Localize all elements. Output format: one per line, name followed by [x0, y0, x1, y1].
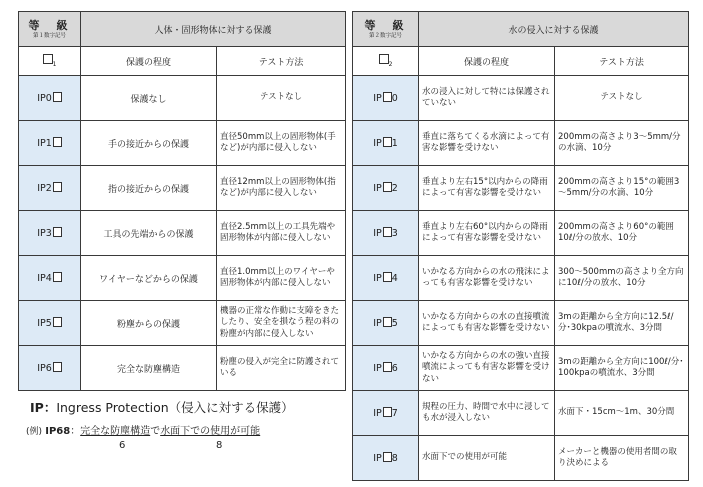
- table-row: [353, 346, 689, 391]
- protection-degree: 水面下での使用が可能: [419, 436, 555, 481]
- ip-code: [353, 436, 419, 481]
- table-row: [19, 301, 346, 346]
- protection-degree: 保護なし: [81, 76, 217, 121]
- ip-code-label: IP0: [37, 93, 52, 104]
- square-icon: [383, 272, 392, 282]
- test-method: 粉塵の侵入が完全に防護されている: [217, 346, 346, 391]
- protection-degree: 指の接近からの保護: [81, 166, 217, 211]
- ip-example: [26, 422, 260, 437]
- square-subscript: 1: [52, 61, 57, 68]
- ip-code-label: IP: [373, 183, 382, 194]
- protection-degree: 手の接近からの保護: [81, 121, 217, 166]
- test-header: テスト方法: [217, 47, 346, 76]
- protection-degree: ワイヤーなどからの保護: [81, 256, 217, 301]
- example-join: で: [150, 426, 161, 437]
- grade-sublabel: 第１数字記号: [32, 32, 66, 39]
- ip-code: [19, 121, 81, 166]
- square-icon: [383, 317, 392, 327]
- table-row: [353, 391, 689, 436]
- solid-protection-table: [18, 11, 346, 391]
- ip-code-label: IP: [373, 363, 382, 374]
- table-row: [353, 301, 689, 346]
- table-title: 水の侵入に対する保護: [419, 12, 689, 47]
- water-protection-table: [352, 11, 689, 481]
- test-method: 直径1.0mm以上のワイヤーや固形物体が内部に侵入しない: [217, 256, 346, 301]
- ip-code: [353, 391, 419, 436]
- digit-placeholder: [19, 47, 81, 76]
- protection-degree: 完全な防塵構造: [81, 346, 217, 391]
- square-icon: [43, 54, 53, 64]
- ip-code: [353, 301, 419, 346]
- ip-code-label: IP: [373, 318, 382, 329]
- protection-degree: 水の浸入に対して特には保護されていない: [419, 76, 555, 121]
- digit-placeholder: [353, 47, 419, 76]
- protection-degree: 垂直より左右60°以内からの降雨によって有害な影響を受けない: [419, 211, 555, 256]
- ip-code: [353, 346, 419, 391]
- protection-degree: いかなる方向からの水の直接噴流によっても有害な影響を受けない: [419, 301, 555, 346]
- ip-code-label: IP: [373, 228, 382, 239]
- test-method: メーカーと機器の使用者間の取り決めによる: [555, 436, 689, 481]
- square-icon: [53, 137, 62, 147]
- ip-digit: 5: [391, 318, 398, 329]
- protection-degree: いかなる方向からの水の強い直接噴流によっても有害な影響を受けない: [419, 346, 555, 391]
- example-first-meaning: 完全な防塵構造: [80, 426, 151, 437]
- table-title: 人体・固形物体に対する保護: [81, 12, 346, 47]
- example-colon: ：: [70, 426, 81, 437]
- test-method: 200mmの高さより3～5mm/分の水滴、10分: [555, 121, 689, 166]
- protection-degree: 粉塵からの保護: [81, 301, 217, 346]
- test-method: テストなし: [217, 76, 346, 121]
- test-method: テストなし: [555, 76, 689, 121]
- ip-code: [19, 256, 81, 301]
- ip-digit: 2: [391, 183, 398, 194]
- table-row: [353, 121, 689, 166]
- ip-code: [353, 76, 419, 121]
- ip-code: [353, 211, 419, 256]
- table-row: [353, 211, 689, 256]
- ip-code-label: IP: [373, 408, 382, 419]
- ip-digit: 7: [391, 408, 398, 419]
- ip-code-label: IP3: [37, 228, 52, 239]
- ip-code-label: IP: [373, 138, 382, 149]
- ip-code: [353, 121, 419, 166]
- ip-code-label: IP: [373, 273, 382, 284]
- square-icon: [53, 92, 62, 102]
- ip-digit: 8: [391, 453, 398, 464]
- ip-code: [353, 256, 419, 301]
- square-icon: [383, 227, 392, 237]
- grade-sublabel: 第２数字記号: [368, 32, 402, 39]
- ip-code-label: IP4: [37, 273, 52, 284]
- square-icon: [379, 54, 389, 64]
- degree-header: 保護の程度: [419, 47, 555, 76]
- ip-digit: 4: [391, 273, 398, 284]
- table-row: [19, 121, 346, 166]
- square-subscript: 2: [388, 61, 393, 68]
- grade-label: 等 級: [28, 18, 71, 32]
- test-header: テスト方法: [555, 47, 689, 76]
- protection-degree: いかなる方向からの水の飛沫によっても有害な影響を受けない: [419, 256, 555, 301]
- protection-degree: 規程の圧力、時間で水中に浸しても水が浸入しない: [419, 391, 555, 436]
- ip-abbr: IP: [30, 400, 44, 415]
- example-label: (例): [26, 427, 43, 437]
- ip-code: [19, 76, 81, 121]
- table-row: [353, 256, 689, 301]
- ip-code-label: IP1: [37, 138, 52, 149]
- square-icon: [383, 362, 392, 372]
- ip-code: [353, 166, 419, 211]
- test-method: 3mの距離から全方向に100ℓ/分･100kpaの噴流水、3分間: [555, 346, 689, 391]
- ip-code: [19, 166, 81, 211]
- test-method: 3mの距離から全方向に12.5ℓ/分･30kpaの噴流水、3分間: [555, 301, 689, 346]
- square-icon: [53, 227, 62, 237]
- ip-digit: 0: [391, 93, 398, 104]
- example-second-meaning: 水面下での使用が可能: [160, 426, 261, 437]
- protection-degree: 垂直より左右15°以内からの降雨によって有害な影響を受けない: [419, 166, 555, 211]
- protection-degree: 工具の先端からの保護: [81, 211, 217, 256]
- square-icon: [53, 317, 62, 327]
- table-row: [19, 211, 346, 256]
- ip-definition-text: Ingress Protection（侵入に対する保護）: [56, 400, 294, 415]
- ip-digit: 3: [391, 228, 398, 239]
- table-row: [19, 166, 346, 211]
- table-row: [353, 166, 689, 211]
- example-code: IP68: [45, 426, 71, 437]
- example-first-digit: 6: [119, 440, 126, 451]
- square-icon: [53, 362, 62, 372]
- table-row: [19, 256, 346, 301]
- ip-code-label: IP2: [37, 183, 52, 194]
- ip-code-label: IP: [373, 93, 382, 104]
- degree-header: 保護の程度: [81, 47, 217, 76]
- ip-code-label: IP6: [37, 363, 52, 374]
- test-method: 200mmの高さより60°の範囲10ℓ/分の放水、10分: [555, 211, 689, 256]
- test-method: 直径50mm以上の固形物体(手など)が内部に侵入しない: [217, 121, 346, 166]
- square-icon: [383, 407, 392, 417]
- square-icon: [383, 452, 392, 462]
- test-method: 200mmの高さより15°の範囲3～5mm/分の水滴、10分: [555, 166, 689, 211]
- protection-degree: 垂直に落ちてくる水滴によって有害な影響を受けない: [419, 121, 555, 166]
- ip-code: [19, 346, 81, 391]
- ip-digit: 6: [391, 363, 398, 374]
- test-method: 水面下・15cm～1m、30分間: [555, 391, 689, 436]
- test-method: 300～500mmの高さより全方向に10ℓ/分の放水、10分: [555, 256, 689, 301]
- square-icon: [383, 137, 392, 147]
- grade-header: [353, 12, 419, 47]
- ip-digit: 1: [391, 138, 398, 149]
- test-method: 直径12mm以上の固形物体(指など)が内部に侵入しない: [217, 166, 346, 211]
- square-icon: [53, 272, 62, 282]
- ip-code-label: IP: [373, 453, 382, 464]
- grade-label: 等 級: [364, 18, 407, 32]
- test-method: 機器の正常な作動に支障をきたしたり、安全を損なう程の料の粉塵が内部に侵入しない: [217, 301, 346, 346]
- ip-separator: ：: [43, 400, 57, 415]
- example-second-digit: 8: [216, 440, 223, 451]
- table-row: [19, 76, 346, 121]
- table-row: [353, 76, 689, 121]
- ip-code-label: IP5: [37, 318, 52, 329]
- square-icon: [383, 182, 392, 192]
- table-row: [353, 436, 689, 481]
- ip-code: [19, 301, 81, 346]
- ip-code: [19, 211, 81, 256]
- square-icon: [53, 182, 62, 192]
- test-method: 直径2.5mm以上の工具先端や固形物体が内部に侵入しない: [217, 211, 346, 256]
- table-row: [19, 346, 346, 391]
- ip-definition: [30, 398, 294, 416]
- grade-header: [19, 12, 81, 47]
- square-icon: [383, 92, 392, 102]
